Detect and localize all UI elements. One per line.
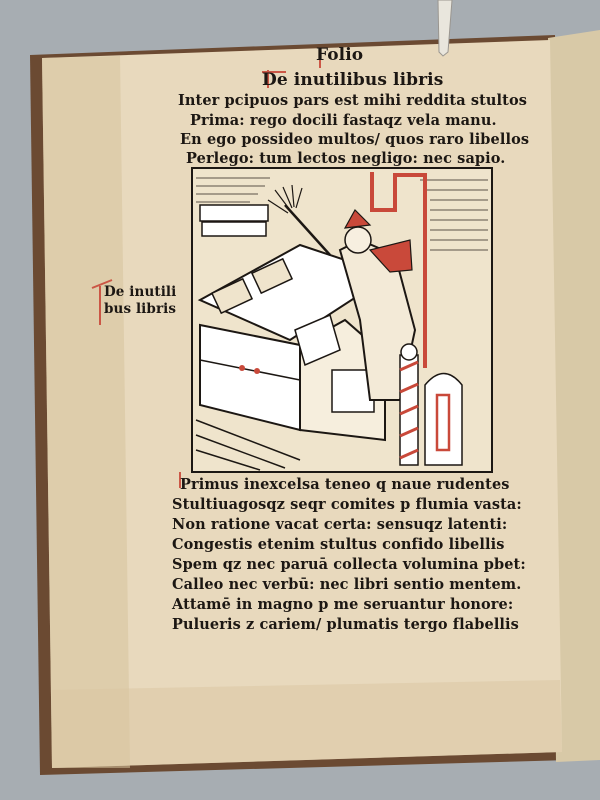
intro-line-2: Prima: rego docili fastaqz vela manu. — [190, 112, 497, 129]
intro-line-4: Perlego: tum lectos negligo: nec sapio. — [186, 150, 506, 167]
intro-line-3: En ego possideo multos/ quos raro libellos — [180, 131, 530, 148]
verse-line-3: Non ratione vacat certa: sensuqz latenti: — [172, 516, 508, 533]
verse-line-5: Spem qz nec paruā collecta volumina pbet: — [172, 556, 526, 573]
page-title: De inutilibus libris — [262, 70, 444, 90]
verse-line-4: Congestis etenim stultus confido libellis — [172, 536, 505, 553]
woodcut-illustration — [192, 168, 492, 472]
margin-note — [104, 284, 184, 318]
verse-line-1: Primus inexcelsa teneo q naue rudentes — [180, 476, 510, 493]
page-stain — [42, 56, 130, 768]
verse-line-6: Calleo nec verbū: nec libri sentio mentem. — [172, 576, 522, 593]
verse-line-7: Attamē in magno p me seruantur honore: — [172, 596, 514, 613]
margin-note-line-1: De inutili — [104, 284, 177, 300]
intro-line-1: Inter pcipuos pars est mihi reddita stultos — [178, 92, 527, 109]
margin-note-line-2: bus libris — [104, 301, 177, 317]
verse-line-8: Pulueris z cariem/ plumatis tergo flabellis — [172, 616, 519, 633]
folio-label: Folio — [316, 45, 364, 65]
verse-line-2: Stultiuagosqz seqr comites p flumia vasta: — [172, 496, 522, 513]
